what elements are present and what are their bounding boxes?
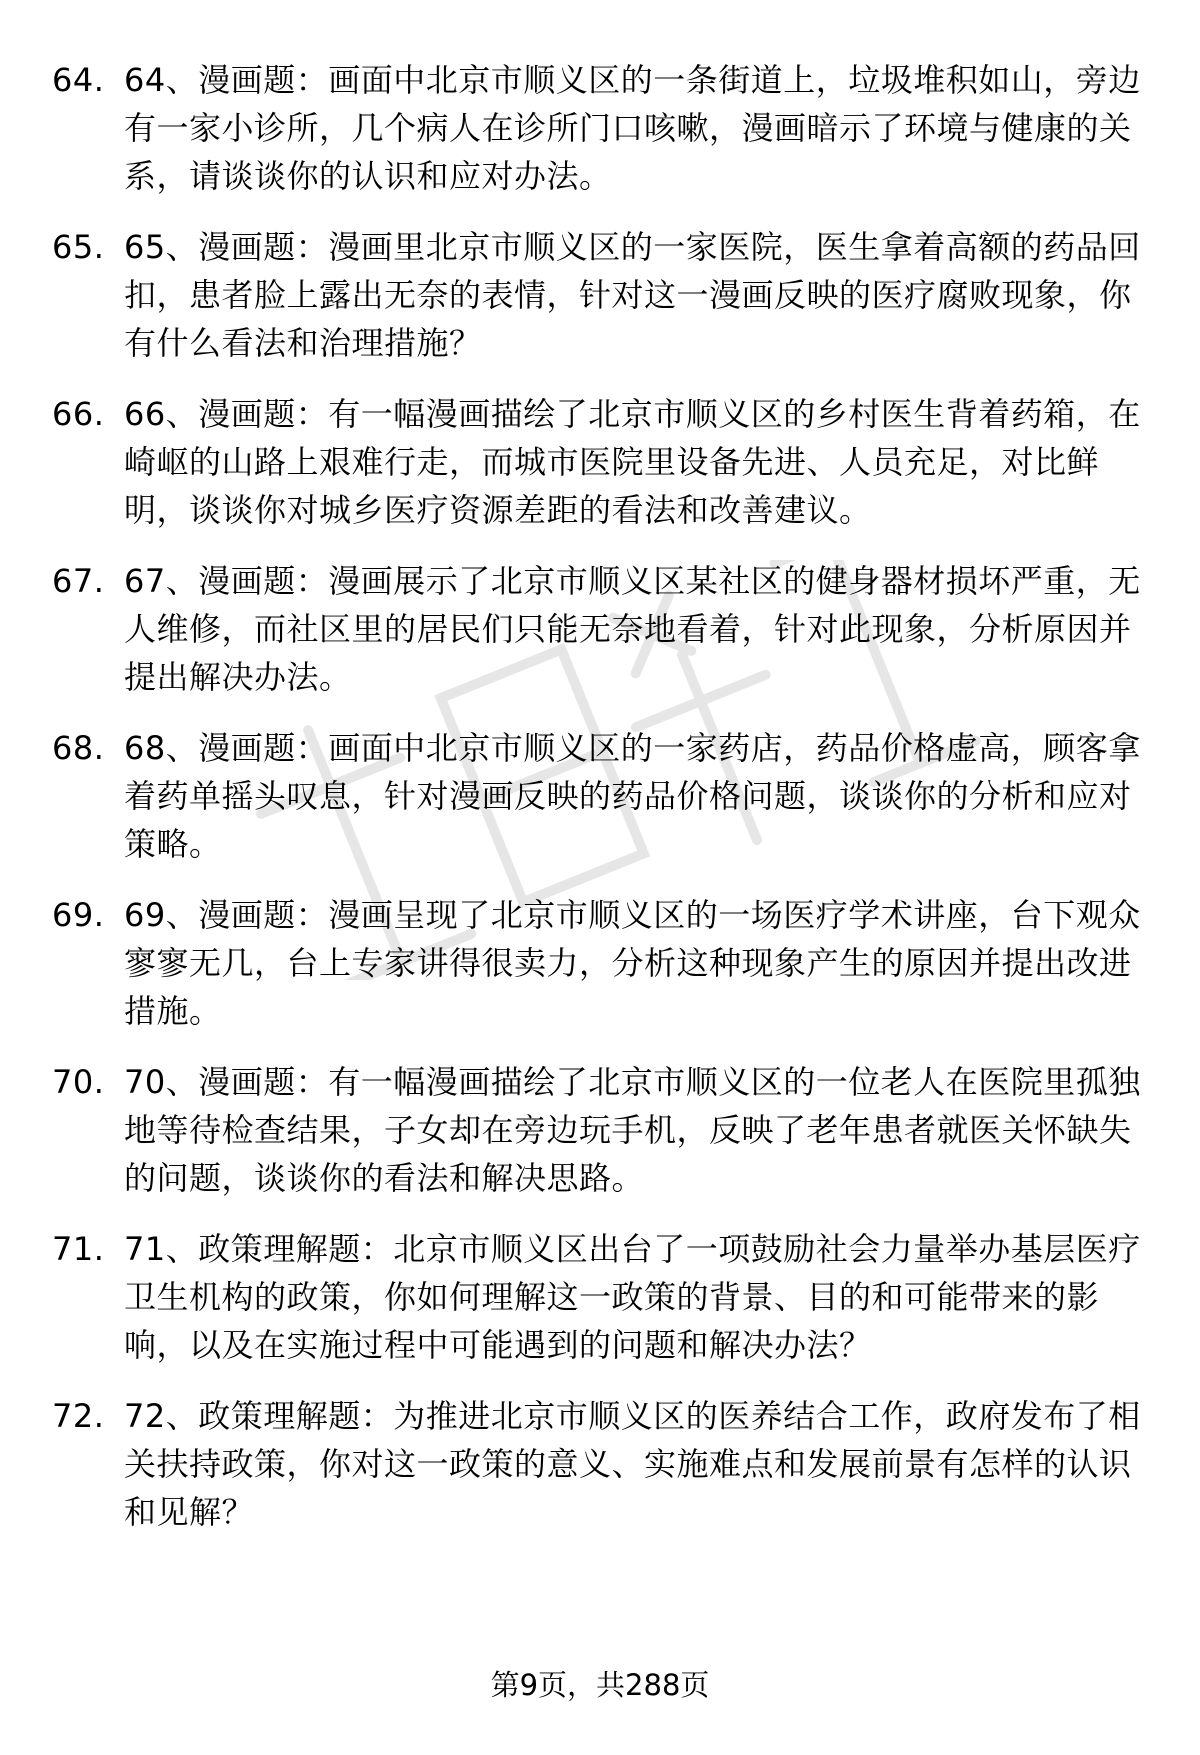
question-item [52, 1058, 1152, 1202]
question-text: 64、漫画题：画面中北京市顺义区的一条街道上，垃圾堆积如山，旁边有一家小诊所，几个病人在诊所门口咳嗽，漫画暗示了环境与健康的关系，请谈谈你的认识和应对办法。 [124, 61, 1141, 195]
question-item [52, 891, 1152, 1035]
question-text: 65、漫画题：漫画里北京市顺义区的一家医院，医生拿着高额的药品回扣，患者脸上露出无奈的表情，针对这一漫画反映的医疗腐败现象，你有什么看法和治理措施？ [124, 228, 1141, 362]
question-number: 69. [52, 896, 105, 934]
question-number: 68. [52, 729, 105, 767]
question-number: 66. [52, 395, 105, 433]
question-text: 70、漫画题：有一幅漫画描绘了北京市顺义区的一位老人在医院里孤独地等待检查结果，子女却在旁边玩手机，反映了老年患者就医关怀缺失的问题，谈谈你的看法和解决思路。 [124, 1063, 1141, 1197]
question-item [52, 1392, 1152, 1536]
page-footer: 第9页，共288页 [490, 1668, 710, 1702]
question-item [52, 557, 1152, 701]
question-text: 66、漫画题：有一幅漫画描绘了北京市顺义区的乡村医生背着药箱，在崎岖的山路上艰难行走，而城市医院里设备先进、人员充足，对比鲜明，谈谈你对城乡医疗资源差距的看法和改善建议。 [124, 395, 1141, 529]
question-text: 72、政策理解题：为推进北京市顺义区的医养结合工作，政府发布了相关扶持政策，你对这一政策的意义、实施难点和发展前景有怎样的认识和见解？ [124, 1397, 1141, 1531]
question-item [52, 390, 1152, 534]
question-number: 65. [52, 228, 105, 266]
question-number: 70. [52, 1063, 105, 1101]
question-number: 64. [52, 61, 105, 99]
question-number: 72. [52, 1397, 105, 1435]
question-text: 71、政策理解题：北京市顺义区出台了一项鼓励社会力量举办基层医疗卫生机构的政策，你如何理解这一政策的背景、目的和可能带来的影响，以及在实施过程中可能遇到的问题和解决办法？ [124, 1230, 1141, 1364]
question-number: 71. [52, 1230, 105, 1268]
question-text: 68、漫画题：画面中北京市顺义区的一家药店，药品价格虚高，顾客拿着药单摇头叹息，针对漫画反映的药品价格问题，谈谈你的分析和应对策略。 [124, 729, 1141, 863]
question-item [52, 56, 1152, 200]
question-number: 67. [52, 562, 105, 600]
question-list [52, 56, 1152, 1559]
question-item [52, 724, 1152, 868]
question-item [52, 1225, 1152, 1369]
question-text: 69、漫画题：漫画呈现了北京市顺义区的一场医疗学术讲座，台下观众寥寥无几，台上专家讲得很卖力，分析这种现象产生的原因并提出改进措施。 [124, 896, 1141, 1030]
question-item [52, 223, 1152, 367]
question-text: 67、漫画题：漫画展示了北京市顺义区某社区的健身器材损坏严重，无人维修，而社区里的居民们只能无奈地看着，针对此现象，分析原因并提出解决办法。 [124, 562, 1141, 696]
